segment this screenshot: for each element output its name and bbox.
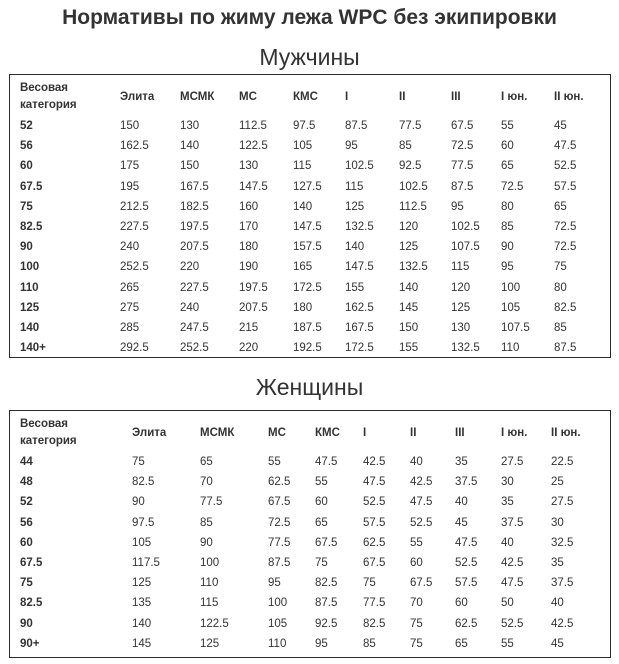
standard-value-cell: 60 — [455, 597, 468, 610]
weight-category-cell: 82.5 — [20, 221, 43, 234]
standard-value-cell: 75 — [132, 456, 145, 469]
standard-value-cell: 90 — [132, 496, 145, 509]
standard-value-cell: 197.5 — [239, 281, 268, 294]
standard-value-cell: 75 — [363, 577, 376, 590]
standard-value-cell: 275 — [120, 301, 140, 314]
header-ms: МС — [239, 91, 257, 103]
standard-value-cell: 92.5 — [399, 160, 422, 173]
standard-value-cell: 42.5 — [363, 456, 386, 469]
table-row — [20, 318, 608, 338]
standard-value-cell: 147.5 — [345, 261, 374, 274]
standard-value-cell: 100 — [200, 557, 220, 570]
standard-value-cell: 67.5 — [410, 577, 433, 590]
standard-value-cell: 207.5 — [239, 301, 268, 314]
standard-value-cell: 125 — [451, 301, 471, 314]
standard-value-cell: 140 — [345, 241, 365, 254]
standard-value-cell: 87.5 — [451, 180, 474, 193]
header-weight-line2: категория — [20, 99, 77, 111]
header-junior-1: I юн. — [501, 91, 528, 103]
header-weight-category — [20, 414, 132, 452]
header-msmk: МСМК — [200, 427, 235, 439]
standard-value-cell: 67.5 — [315, 536, 338, 549]
standard-value-cell: 150 — [399, 321, 419, 334]
standard-value-cell: 47.5 — [410, 496, 433, 509]
table-row — [20, 452, 608, 472]
standard-value-cell: 82.5 — [554, 301, 577, 314]
standard-value-cell: 102.5 — [451, 221, 480, 234]
standard-value-cell: 180 — [239, 241, 259, 254]
standard-value-cell: 27.5 — [501, 456, 524, 469]
standard-value-cell: 252.5 — [180, 342, 209, 355]
standard-value-cell: 72.5 — [501, 180, 524, 193]
standard-value-cell: 40 — [551, 597, 564, 610]
standard-value-cell: 147.5 — [239, 180, 268, 193]
standard-value-cell: 27.5 — [551, 496, 574, 509]
standard-value-cell: 212.5 — [120, 200, 149, 213]
standard-value-cell: 75 — [410, 637, 423, 650]
weight-category-cell: 60 — [20, 160, 33, 173]
standard-value-cell: 37.5 — [551, 577, 574, 590]
women-section-title: Женщины — [255, 374, 364, 400]
header-rank-2: II — [399, 91, 406, 103]
header-elite: Элита — [120, 91, 155, 103]
header-junior-2: II юн. — [554, 91, 584, 103]
table-row — [20, 338, 608, 358]
weight-category-cell: 67.5 — [20, 180, 43, 193]
table-row — [20, 156, 608, 176]
standard-value-cell: 72.5 — [554, 241, 577, 254]
standard-value-cell: 215 — [239, 321, 259, 334]
standard-value-cell: 110 — [200, 577, 219, 590]
standard-value-cell: 150 — [180, 160, 200, 173]
standard-value-cell: 107.5 — [451, 241, 480, 254]
standard-value-cell: 112.5 — [239, 120, 267, 133]
standard-value-cell: 72.5 — [554, 221, 577, 234]
standard-value-cell: 77.5 — [451, 160, 474, 173]
standard-value-cell: 45 — [551, 637, 564, 650]
standard-value-cell: 135 — [132, 597, 152, 610]
header-elite: Элита — [132, 427, 167, 439]
weight-category-cell: 125 — [20, 301, 40, 314]
standard-value-cell: 252.5 — [120, 261, 149, 274]
standard-value-cell: 42.5 — [551, 617, 574, 630]
standard-value-cell: 195 — [120, 180, 140, 193]
table-row — [20, 237, 608, 257]
standard-value-cell: 140 — [399, 281, 419, 294]
table-row — [20, 513, 608, 533]
standard-value-cell: 77.5 — [363, 597, 386, 610]
table-row — [20, 177, 608, 197]
standard-value-cell: 47.5 — [363, 476, 386, 489]
weight-category-cell: 52 — [20, 120, 33, 133]
standard-value-cell: 37.5 — [455, 476, 478, 489]
standard-value-cell: 285 — [120, 321, 140, 334]
standard-value-cell: 52.5 — [363, 496, 386, 509]
standard-value-cell: 125 — [200, 637, 220, 650]
header-rank-3: III — [455, 427, 465, 439]
standard-value-cell: 35 — [455, 456, 468, 469]
standard-value-cell: 90 — [501, 241, 514, 254]
standard-value-cell: 87.5 — [345, 120, 368, 133]
table-row — [20, 217, 608, 237]
header-weight-line1: Весовая — [20, 82, 68, 94]
standard-value-cell: 90 — [200, 536, 213, 549]
table-row — [20, 472, 608, 492]
standard-value-cell: 65 — [455, 637, 468, 650]
standard-value-cell: 105 — [268, 617, 288, 630]
standard-value-cell: 125 — [399, 241, 419, 254]
standard-value-cell: 85 — [200, 516, 213, 529]
weight-category-cell: 90 — [20, 241, 33, 254]
standard-value-cell: 85 — [501, 221, 514, 234]
standard-value-cell: 65 — [200, 456, 213, 469]
standard-value-cell: 115 — [451, 261, 470, 274]
header-weight-line1: Весовая — [20, 418, 68, 430]
standard-value-cell: 77.5 — [399, 120, 422, 133]
standard-value-cell: 160 — [239, 200, 259, 213]
standard-value-cell: 45 — [455, 516, 468, 529]
standard-value-cell: 75 — [554, 261, 567, 274]
standard-value-cell: 110 — [501, 342, 520, 355]
standard-value-cell: 95 — [501, 261, 514, 274]
table-row — [20, 533, 608, 553]
standard-value-cell: 55 — [501, 120, 514, 133]
standard-value-cell: 95 — [268, 577, 281, 590]
standard-value-cell: 87.5 — [268, 557, 291, 570]
weight-category-cell: 82.5 — [20, 597, 43, 610]
standard-value-cell: 77.5 — [200, 496, 223, 509]
table-row — [20, 492, 608, 512]
standard-value-cell: 157.5 — [293, 241, 322, 254]
standard-value-cell: 47.5 — [455, 536, 478, 549]
standard-value-cell: 292.5 — [120, 342, 149, 355]
standard-value-cell: 115 — [345, 180, 364, 193]
standard-value-cell: 247.5 — [180, 321, 209, 334]
standard-value-cell: 170 — [239, 221, 259, 234]
weight-category-cell: 140+ — [20, 342, 46, 355]
standard-value-cell: 145 — [132, 637, 152, 650]
standard-value-cell: 55 — [268, 456, 281, 469]
standard-value-cell: 162.5 — [345, 301, 374, 314]
standard-value-cell: 80 — [554, 281, 567, 294]
standard-value-cell: 190 — [239, 261, 259, 274]
standard-value-cell: 52.5 — [410, 516, 433, 529]
standard-value-cell: 57.5 — [554, 180, 577, 193]
standard-value-cell: 52.5 — [554, 160, 577, 173]
table-row — [20, 634, 608, 654]
women-table-box — [9, 410, 611, 658]
standard-value-cell: 167.5 — [345, 321, 374, 334]
header-rank-3: III — [451, 91, 461, 103]
standard-value-cell: 102.5 — [345, 160, 374, 173]
header-junior-1: I юн. — [501, 427, 528, 439]
weight-category-cell: 100 — [20, 261, 40, 274]
weight-category-cell: 110 — [20, 281, 39, 294]
header-ms: МС — [268, 427, 286, 439]
standard-value-cell: 220 — [180, 261, 200, 274]
standard-value-cell: 115 — [293, 160, 312, 173]
standard-value-cell: 182.5 — [180, 200, 209, 213]
standard-value-cell: 47.5 — [501, 577, 524, 590]
weight-category-cell: 48 — [20, 476, 33, 489]
standard-value-cell: 60 — [501, 140, 514, 153]
standard-value-cell: 227.5 — [180, 281, 209, 294]
standard-value-cell: 62.5 — [268, 476, 291, 489]
standard-value-cell: 57.5 — [455, 577, 478, 590]
standard-value-cell: 70 — [200, 476, 213, 489]
standard-value-cell: 115 — [200, 597, 219, 610]
standard-value-cell: 62.5 — [363, 536, 386, 549]
weight-category-cell: 90+ — [20, 637, 40, 650]
standard-value-cell: 87.5 — [315, 597, 338, 610]
standard-value-cell: 125 — [132, 577, 152, 590]
standard-value-cell: 67.5 — [451, 120, 474, 133]
standard-value-cell: 52.5 — [501, 617, 524, 630]
standard-value-cell: 85 — [554, 321, 567, 334]
standard-value-cell: 97.5 — [132, 516, 155, 529]
standard-value-cell: 55 — [315, 476, 328, 489]
standard-value-cell: 140 — [132, 617, 152, 630]
standard-value-cell: 77.5 — [268, 536, 291, 549]
standard-value-cell: 107.5 — [501, 321, 530, 334]
table-row — [20, 614, 608, 634]
standard-value-cell: 100 — [501, 281, 521, 294]
standard-value-cell: 187.5 — [293, 321, 322, 334]
standard-value-cell: 175 — [120, 160, 140, 173]
standard-value-cell: 37.5 — [501, 516, 524, 529]
standard-value-cell: 120 — [399, 221, 419, 234]
table-row — [20, 553, 608, 573]
table-row — [20, 593, 608, 613]
standard-value-cell: 220 — [239, 342, 259, 355]
table-row — [20, 278, 608, 298]
standard-value-cell: 117.5 — [132, 557, 160, 570]
standard-value-cell: 82.5 — [132, 476, 155, 489]
standard-value-cell: 55 — [410, 536, 423, 549]
standard-value-cell: 65 — [501, 160, 514, 173]
standard-value-cell: 132.5 — [345, 221, 374, 234]
standard-value-cell: 197.5 — [180, 221, 209, 234]
standard-value-cell: 122.5 — [239, 140, 268, 153]
standard-value-cell: 122.5 — [200, 617, 229, 630]
standard-value-cell: 57.5 — [363, 516, 386, 529]
header-kms: КМС — [293, 91, 318, 103]
header-msmk: МСМК — [180, 91, 215, 103]
table-row — [20, 573, 608, 593]
standard-value-cell: 40 — [410, 456, 423, 469]
standard-value-cell: 180 — [293, 301, 313, 314]
standard-value-cell: 95 — [345, 140, 358, 153]
standard-value-cell: 72.5 — [451, 140, 474, 153]
standard-value-cell: 55 — [501, 637, 514, 650]
standard-value-cell: 47.5 — [554, 140, 577, 153]
standard-value-cell: 95 — [451, 200, 464, 213]
standard-value-cell: 62.5 — [455, 617, 478, 630]
standard-value-cell: 30 — [551, 516, 564, 529]
table-row — [20, 136, 608, 156]
standard-value-cell: 82.5 — [315, 577, 338, 590]
standard-value-cell: 35 — [551, 557, 564, 570]
weight-category-cell: 52 — [20, 496, 33, 509]
standard-value-cell: 47.5 — [315, 456, 338, 469]
standard-value-cell: 80 — [501, 200, 514, 213]
standard-value-cell: 40 — [455, 496, 468, 509]
standard-value-cell: 130 — [451, 321, 471, 334]
standard-value-cell: 75 — [410, 617, 423, 630]
header-kms: КМС — [315, 427, 340, 439]
men-header-row — [20, 78, 608, 116]
standard-value-cell: 132.5 — [451, 342, 480, 355]
header-rank-1: I — [345, 91, 349, 103]
standard-value-cell: 30 — [501, 476, 514, 489]
standard-value-cell: 120 — [451, 281, 471, 294]
standard-value-cell: 172.5 — [293, 281, 322, 294]
standard-value-cell: 92.5 — [315, 617, 338, 630]
standard-value-cell: 162.5 — [120, 140, 149, 153]
standard-value-cell: 45 — [554, 120, 567, 133]
weight-category-cell: 75 — [20, 577, 33, 590]
header-rank-2: II — [410, 427, 417, 439]
standard-value-cell: 147.5 — [293, 221, 322, 234]
weight-category-cell: 60 — [20, 536, 33, 549]
standard-value-cell: 65 — [315, 516, 328, 529]
header-rank-1: I — [363, 427, 367, 439]
standard-value-cell: 192.5 — [293, 342, 322, 355]
weight-category-cell: 75 — [20, 200, 33, 213]
standard-value-cell: 112.5 — [399, 200, 427, 213]
header-weight-category — [20, 78, 120, 116]
standard-value-cell: 105 — [501, 301, 521, 314]
standard-value-cell: 105 — [293, 140, 313, 153]
standard-value-cell: 140 — [293, 200, 313, 213]
standard-value-cell: 110 — [268, 637, 287, 650]
standard-value-cell: 165 — [293, 261, 313, 274]
women-header-row — [20, 414, 608, 452]
standard-value-cell: 65 — [554, 200, 567, 213]
table-row — [20, 298, 608, 318]
standard-value-cell: 52.5 — [455, 557, 478, 570]
weight-category-cell: 44 — [20, 456, 33, 469]
header-junior-2: II юн. — [551, 427, 581, 439]
standard-value-cell: 105 — [132, 536, 152, 549]
weight-category-cell: 67.5 — [20, 557, 43, 570]
weight-category-cell: 90 — [20, 617, 33, 630]
standard-value-cell: 67.5 — [363, 557, 386, 570]
standard-value-cell: 75 — [315, 557, 328, 570]
standard-value-cell: 172.5 — [345, 342, 374, 355]
standard-value-cell: 167.5 — [180, 180, 209, 193]
standard-value-cell: 265 — [120, 281, 140, 294]
standard-value-cell: 60 — [315, 496, 328, 509]
standard-value-cell: 100 — [268, 597, 288, 610]
standard-value-cell: 32.5 — [551, 536, 574, 549]
standard-value-cell: 132.5 — [399, 261, 428, 274]
standard-value-cell: 42.5 — [501, 557, 524, 570]
page-title: Нормативы по жиму лежа WPC без экипировки — [62, 6, 557, 29]
standard-value-cell: 150 — [120, 120, 140, 133]
table-row — [20, 116, 608, 136]
men-table-box — [9, 74, 611, 358]
weight-category-cell: 56 — [20, 140, 33, 153]
standard-value-cell: 155 — [345, 281, 365, 294]
standard-value-cell: 82.5 — [363, 617, 386, 630]
standard-value-cell: 130 — [239, 160, 259, 173]
standard-value-cell: 127.5 — [293, 180, 322, 193]
header-weight-line2: категория — [20, 435, 77, 447]
standard-value-cell: 35 — [501, 496, 514, 509]
standard-value-cell: 85 — [363, 637, 376, 650]
standard-value-cell: 25 — [551, 476, 564, 489]
standard-value-cell: 145 — [399, 301, 419, 314]
standard-value-cell: 155 — [399, 342, 419, 355]
standard-value-cell: 42.5 — [410, 476, 433, 489]
standard-value-cell: 72.5 — [268, 516, 291, 529]
standard-value-cell: 22.5 — [551, 456, 574, 469]
standard-value-cell: 207.5 — [180, 241, 209, 254]
standard-value-cell: 50 — [501, 597, 514, 610]
standard-value-cell: 40 — [501, 536, 514, 549]
table-row — [20, 257, 608, 277]
standard-value-cell: 227.5 — [120, 221, 149, 234]
standard-value-cell: 70 — [410, 597, 423, 610]
standard-value-cell: 130 — [180, 120, 200, 133]
weight-category-cell: 140 — [20, 321, 40, 334]
standard-value-cell: 102.5 — [399, 180, 428, 193]
standard-value-cell: 240 — [120, 241, 140, 254]
women-standards-table — [20, 414, 608, 654]
standard-value-cell: 85 — [399, 140, 412, 153]
weight-category-cell: 56 — [20, 516, 33, 529]
men-standards-table — [20, 78, 608, 358]
table-row — [20, 197, 608, 217]
standard-value-cell: 140 — [180, 140, 200, 153]
standard-value-cell: 87.5 — [554, 342, 577, 355]
standard-value-cell: 125 — [345, 200, 365, 213]
standard-value-cell: 240 — [180, 301, 200, 314]
men-section-title: Мужчины — [259, 44, 360, 70]
standard-value-cell: 67.5 — [268, 496, 291, 509]
standard-value-cell: 60 — [410, 557, 423, 570]
standard-value-cell: 97.5 — [293, 120, 316, 133]
standard-value-cell: 95 — [315, 637, 328, 650]
